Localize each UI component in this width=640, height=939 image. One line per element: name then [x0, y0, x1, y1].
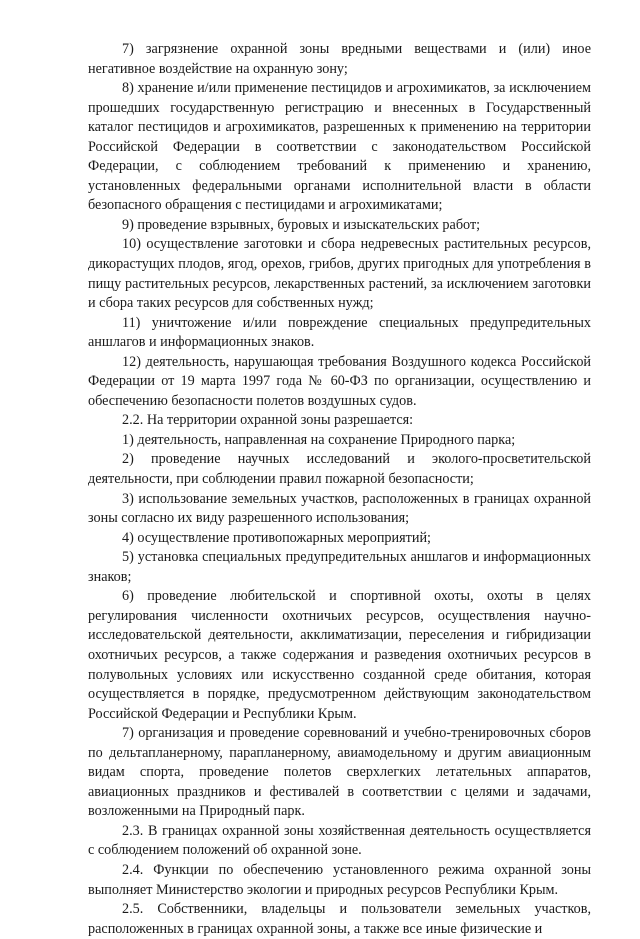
allowed-item-6: 6) проведение любительской и спортивной охоты, охоты в целях регулирования численности охотничьих ресурсов, осуществления научно-исследовательской деятельности, акклиматизации, переселения и гибридизации охотничьих ресурсов, а также содержания и разведения охотничьих ресурсов в полувольных условиях или искусственно созданной среде обитания, которая осуществляется в порядке, предусмотренном действующим законодательством Российской Федерации и Республики Крым. [88, 588, 591, 722]
allowed-item-4: 4) осуществление противопожарных мероприятий; [122, 529, 431, 546]
allowed-item-5: 5) установка специальных предупредительных аншлагов и информационных знаков; [88, 549, 591, 585]
allowed-item-7: 7) организация и проведение соревнований и учебно-тренировочных сборов по дельтапланерному, парапланерному, авиамодельному и другим авиационным видам спорта, проведение полетов сверхлегких летательных аппаратов, авиационных праздников и фестивалей в соответствии с целями и задачами, возложенными на Природный парк. [88, 725, 591, 820]
paragraph-item-7: 7) загрязнение охранной зоны вредными веществами и (или) иное негативное воздействие на охранную зону; [88, 41, 591, 77]
section-2-5: 2.5. Собственники, владельцы и пользователи земельных участков, расположенных в границах охранной зоны, а также все иные физические и [88, 901, 591, 937]
section-2-4: 2.4. Функции по обеспечению установленного режима охранной зоны выполняет Министерство экологии и природных ресурсов Республики Крым. [88, 861, 591, 898]
paragraph-item-8: 8) хранение и/или применение пестицидов и агрохимикатов, за исключением прошедших государственную регистрацию и внесенных в Государственный каталог пестицидов и агрохимикатов, разрешенных к применению на территории Российской Федерации в соответствии с законодательством Российской Федерации, с соблюдением требований к применению и хранению, установленных федеральными органами исполнительной власти в области безопасного обращения с пестицидами и агрохимикатами; [88, 80, 591, 214]
allowed-item-2: 2) проведение научных исследований и эколого-просветительской деятельности, при соблюдении правил пожарной безопасности; [88, 451, 591, 488]
paragraph-item-10: 10) осуществление заготовки и сбора недревесных растительных ресурсов, дикорастущих плодов, ягод, орехов, грибов, других пригодных для употребления в пищу растительных ресурсов, лекарственных растений, за исключением заготовки и сбора таких ресурсов для собственных нужд; [88, 236, 591, 312]
allowed-item-3: 3) использование земельных участков, расположенных в границах охранной зоны согласно их виду разрешенного использования; [88, 490, 591, 527]
section-2-2-heading: 2.2. На территории охранной зоны разрешается: [122, 412, 414, 429]
paragraph-item-12: 12) деятельность, нарушающая требования Воздушного кодекса Российской Федерации от 19 марта 1997 года № 60-ФЗ по организации, осуществлению и обеспечению безопасности полетов воздушных судов. [88, 353, 591, 409]
allowed-item-1: 1) деятельность, направленная на сохранение Природного парка; [122, 431, 516, 448]
section-2-3: 2.3. В границах охранной зоны хозяйственная деятельность осуществляется с соблюдением положений об охранной зоне. [88, 822, 591, 859]
document-page [88, 40, 591, 939]
paragraph-item-9: 9) проведение взрывных, буровых и изыскательских работ; [122, 216, 481, 233]
paragraph-item-11: 11) уничтожение и/или повреждение специальных предупредительных аншлагов и информационных знаков. [88, 314, 591, 351]
